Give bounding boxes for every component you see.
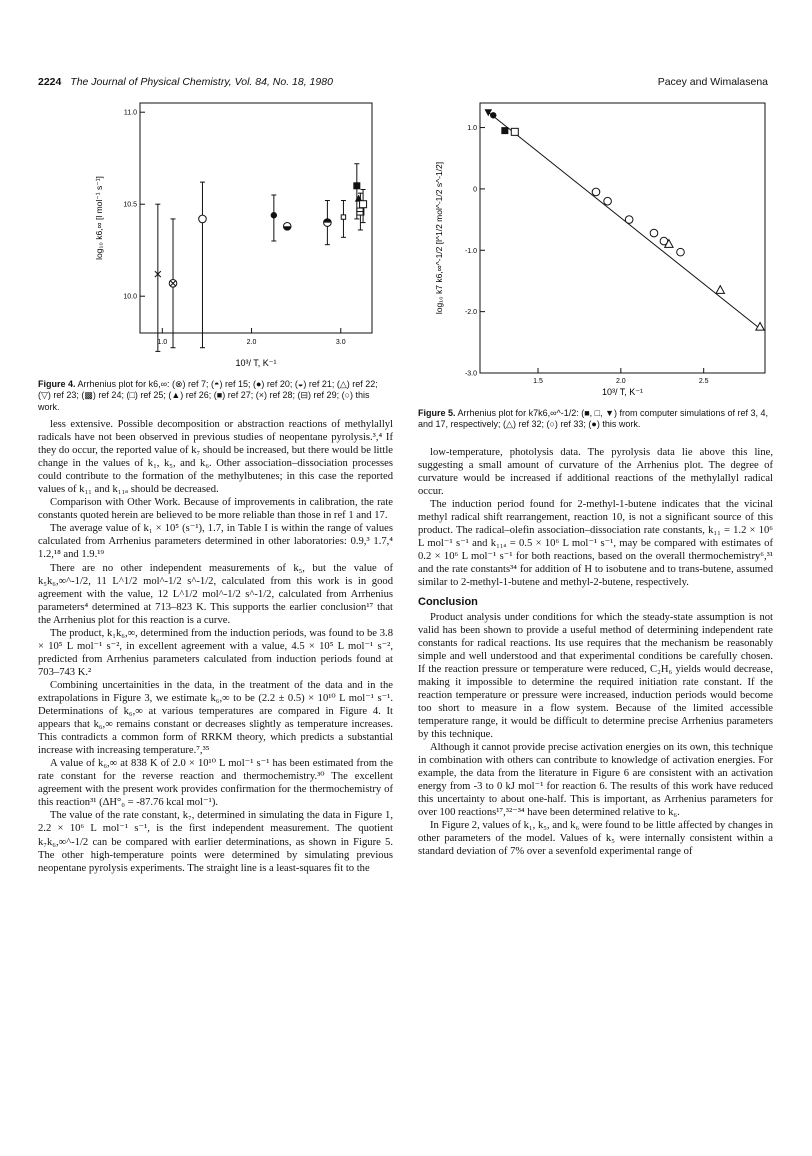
plot-frame <box>140 103 372 333</box>
data-point <box>501 127 508 134</box>
y-tick-label: 10.0 <box>123 293 137 301</box>
data-point <box>650 229 658 237</box>
journal-name: The Journal of Physical Chemistry, Vol. 84, No. 18, 1980 <box>70 76 333 88</box>
data-point <box>592 188 600 196</box>
figure-5-plot <box>420 95 775 400</box>
body-paragraph: The induction period found for 2-methyl-1-butene indicates that the vicinal methyl radical shift rearrangement, reaction 10, is not a significant source of this product. The radical–olefin association–dissociation rate constants, k₁₁ = 1.2 × 10⁶ L mol⁻¹ s⁻¹ and k₁₁ₐ = 0.5 × 10⁶ L mol⁻¹ s⁻¹, may be compared with estimates of 0.2 × 10⁶ L mol⁻¹ s⁻¹ for both reactions, based on the overall thermochemistry⁶,³¹ and the rate constants³⁴ for addition of H to isobutene and to trans-butene, assumed similar to 2-methyl-1-butene and methyl-2-butene, respectively. <box>418 499 773 589</box>
plot-frame <box>480 103 765 373</box>
left-column-text <box>38 418 393 875</box>
running-header <box>38 76 768 88</box>
x-axis-label: 10³/ T, K⁻¹ <box>235 358 277 368</box>
body-paragraph: The average value of k₁ × 10⁵ (s⁻¹), 1.7, in Table I is within the range of values calculated from Arrhenius parameters determined in other laboratories: 0.9,³ 1.7,⁴ 1.2,¹⁸ and 1.9.¹⁹ <box>38 523 393 561</box>
y-tick-label: -3.0 <box>464 370 477 378</box>
y-tick-label: 10.5 <box>123 201 137 209</box>
data-point <box>604 197 612 205</box>
y-axis-label: log₁₀ k7 k6,∞^-1/2 [l^1/2 mol^-1/2 s^-1/2] <box>434 161 444 315</box>
y-tick-label: 1.0 <box>467 125 477 133</box>
y-tick-label: -1.0 <box>464 247 477 255</box>
data-point <box>360 201 367 208</box>
figure-5-caption-text: Arrhenius plot for k7k6,∞^-1/2: (■, □, ▼) from computer simulations of ref 3, 4, and 17, respectively; (△) ref 32; (○) ref 33; (●) this work. <box>418 408 769 430</box>
section-heading-conclusion: Conclusion <box>418 595 478 608</box>
data-point <box>283 222 291 230</box>
body-paragraph: There are no other independent measurements of k₅, but the value of k₅k₆,∞^-1/2, 11 L^1/2 mol^-1/2 s^-1/2, calculated from this work is in good agreement with the value, 12 L^1/2 mol^-1/2 s^-1/2, calculated from Arrhenius parameters⁴ determined at 713–823 K. This supports the earlier conclusion¹⁷ that the Arrhenius plot for this reaction is a curve. <box>38 562 393 626</box>
x-tick-label: 3.0 <box>335 339 346 346</box>
data-point <box>677 248 685 256</box>
x-tick-label: 1.5 <box>533 378 543 385</box>
figure-5-label: Figure 5. <box>418 408 456 418</box>
data-point <box>324 219 332 227</box>
data-point <box>199 215 207 223</box>
right-column-text <box>418 446 773 858</box>
data-point <box>341 215 345 219</box>
body-paragraph: The value of the rate constant, k₇, determined in simulating the data in Figure 1, 2.2 × 10⁶ L mol⁻¹ s⁻¹, is the first independent measurement. The quotient k₇k₆,∞^-1/2 can be compared with earlier determinations, as shown in Figure 5. The other high-temperature points were determined by simulating previous neopentane pyrolysis experiments. The straight line is a least-squares fit to the <box>38 810 393 874</box>
data-point <box>625 216 633 224</box>
data-point <box>490 112 496 118</box>
body-paragraph: Product analysis under conditions for which the steady-state assumption is not valid has been shown to provide a useful method of determining independent rate constants for radical reactions. Its use requires that the mechanism be reasonably simple and well understood and that experimental conditions be carefully chosen. If the reaction pressure or temperature were reduced, C₂H₆ yields would decrease, making it impossible to determine the required initiation rate constant. If the reaction temperature or pressure were increased, induction periods would become too short to measure in a flow system. Because of the limited accessible temperature range, it would be difficult to determine precise Arrhenius parameters by this technique. <box>418 611 773 740</box>
data-point <box>271 212 277 218</box>
x-tick-label: 2.5 <box>698 378 709 385</box>
y-tick-label: 0 <box>473 186 477 194</box>
page-number: 2224 <box>38 76 62 88</box>
body-paragraph: Comparison with Other Work. Because of improvements in calibration, the rate constants quoted herein are believed to be more reliable than those in ref 1 and 17. <box>38 497 393 522</box>
x-tick-label: 2.0 <box>246 339 257 346</box>
y-axis-label: log₁₀ k6,∞ [l mol⁻¹ s⁻¹] <box>94 176 104 260</box>
fit-line <box>488 112 761 330</box>
data-point <box>716 286 724 294</box>
body-paragraph: Although it cannot provide precise activation energies on its own, this technique in combination with others can contribute to knowledge of activation energies. For example, the data from the literature in Figure 6 are consistent with an activation energy from -3 to 0 kJ mol⁻¹ for reaction 6. The results of this work have reduced this uncertainty to about one-half. This is important, as Arrhenius parameters for over 100 reactions¹⁷,³²⁻³⁴ have been determined relative to k₆. <box>418 742 773 819</box>
body-paragraph: low-temperature, photolysis data. The pyrolysis data lie above this line, suggesting a small amount of curvature of the Arrhenius plot. The degree of curvature would be increased if additional reactions of the methylallyl radical occur. <box>418 447 773 498</box>
figure-4-caption <box>38 379 393 413</box>
y-tick-label: 11.0 <box>123 109 137 117</box>
x-axis-label: 10³/ T, K⁻¹ <box>601 387 644 397</box>
body-paragraph: The product, k₁k₆,∞, determined from the induction periods, was found to be 3.8 × 10⁵ L mol⁻¹ s⁻², in excellent agreement with a value, 4.5 × 10⁵ L mol⁻¹ s⁻², predicted from Arrhenius parameters calculated from induction periods found at 703–743 K.² <box>38 627 393 678</box>
data-point <box>169 280 177 288</box>
figure-5-caption <box>418 408 773 431</box>
body-paragraph: Combining uncertainities in the data, in the treatment of the data and in the extrapolations in Figure 3, we estimate k₆,∞ to be (2.2 ± 0.5) × 10¹⁰ L mol⁻¹ s⁻¹. Determinations of k₆,∞ at various temperatures are compared in Figure 4. It appears that k₆,∞ remains constant or decreases slightly as temperature increases. This contradicts a common form of RRKM theory, which predicts a substantial increase with increasing temperature.⁷,³⁵ <box>38 679 393 757</box>
figure-4-plot <box>80 95 380 385</box>
data-point <box>353 182 360 189</box>
body-paragraph: In Figure 2, values of k₁, k₅, and k₆ were found to be little affected by changes in other parameters of the model. Values of k₅ were internally consistent within a standard deviation of 7% over a sevenfold experimental range of <box>418 820 773 858</box>
data-point <box>511 128 518 135</box>
body-paragraph: less extensive. Possible decomposition or abstraction reactions of methylallyl radicals have not been observed in previous studies of neopentane pyrolysis.³,⁴ If they do occur, the reported value of k₇ should be increased, but there would be little change in the values of k₁, k₅, and k₆. Other association–dissociation processes could contribute to the formation of the methylbutenes; in this case the reported values of k₁₁ and k₁₁ₐ should be decreased. <box>38 419 393 496</box>
figure-4-caption-text: Arrhenius plot for k6,∞: (⊗) ref 7; (◓) ref 15; (●) ref 20; (◒) ref 21; (△) ref 22; (▽) ref 23; (▩) ref 24; (□) ref 25; (▲) ref 26; (■) ref 27; (×) ref 28; (⊟) ref 29; (○) this work. <box>38 379 378 412</box>
authors: Pacey and Wimalasena <box>657 76 768 88</box>
x-tick-label: 1.0 <box>157 339 168 346</box>
y-tick-label: -2.0 <box>464 309 477 317</box>
body-paragraph: A value of k₆,∞ at 838 K of 2.0 × 10¹⁰ L mol⁻¹ s⁻¹ has been estimated from the rate constant for the reverse reaction and thermochemistry.³⁰ The excellent agreement with the present work provides confirmation for the thermochemistry of this reaction³¹ (ΔH°₀ = -87.76 kcal mol⁻¹). <box>38 758 393 809</box>
figure-4-label: Figure 4. <box>38 379 76 389</box>
x-tick-label: 2.0 <box>615 378 626 385</box>
